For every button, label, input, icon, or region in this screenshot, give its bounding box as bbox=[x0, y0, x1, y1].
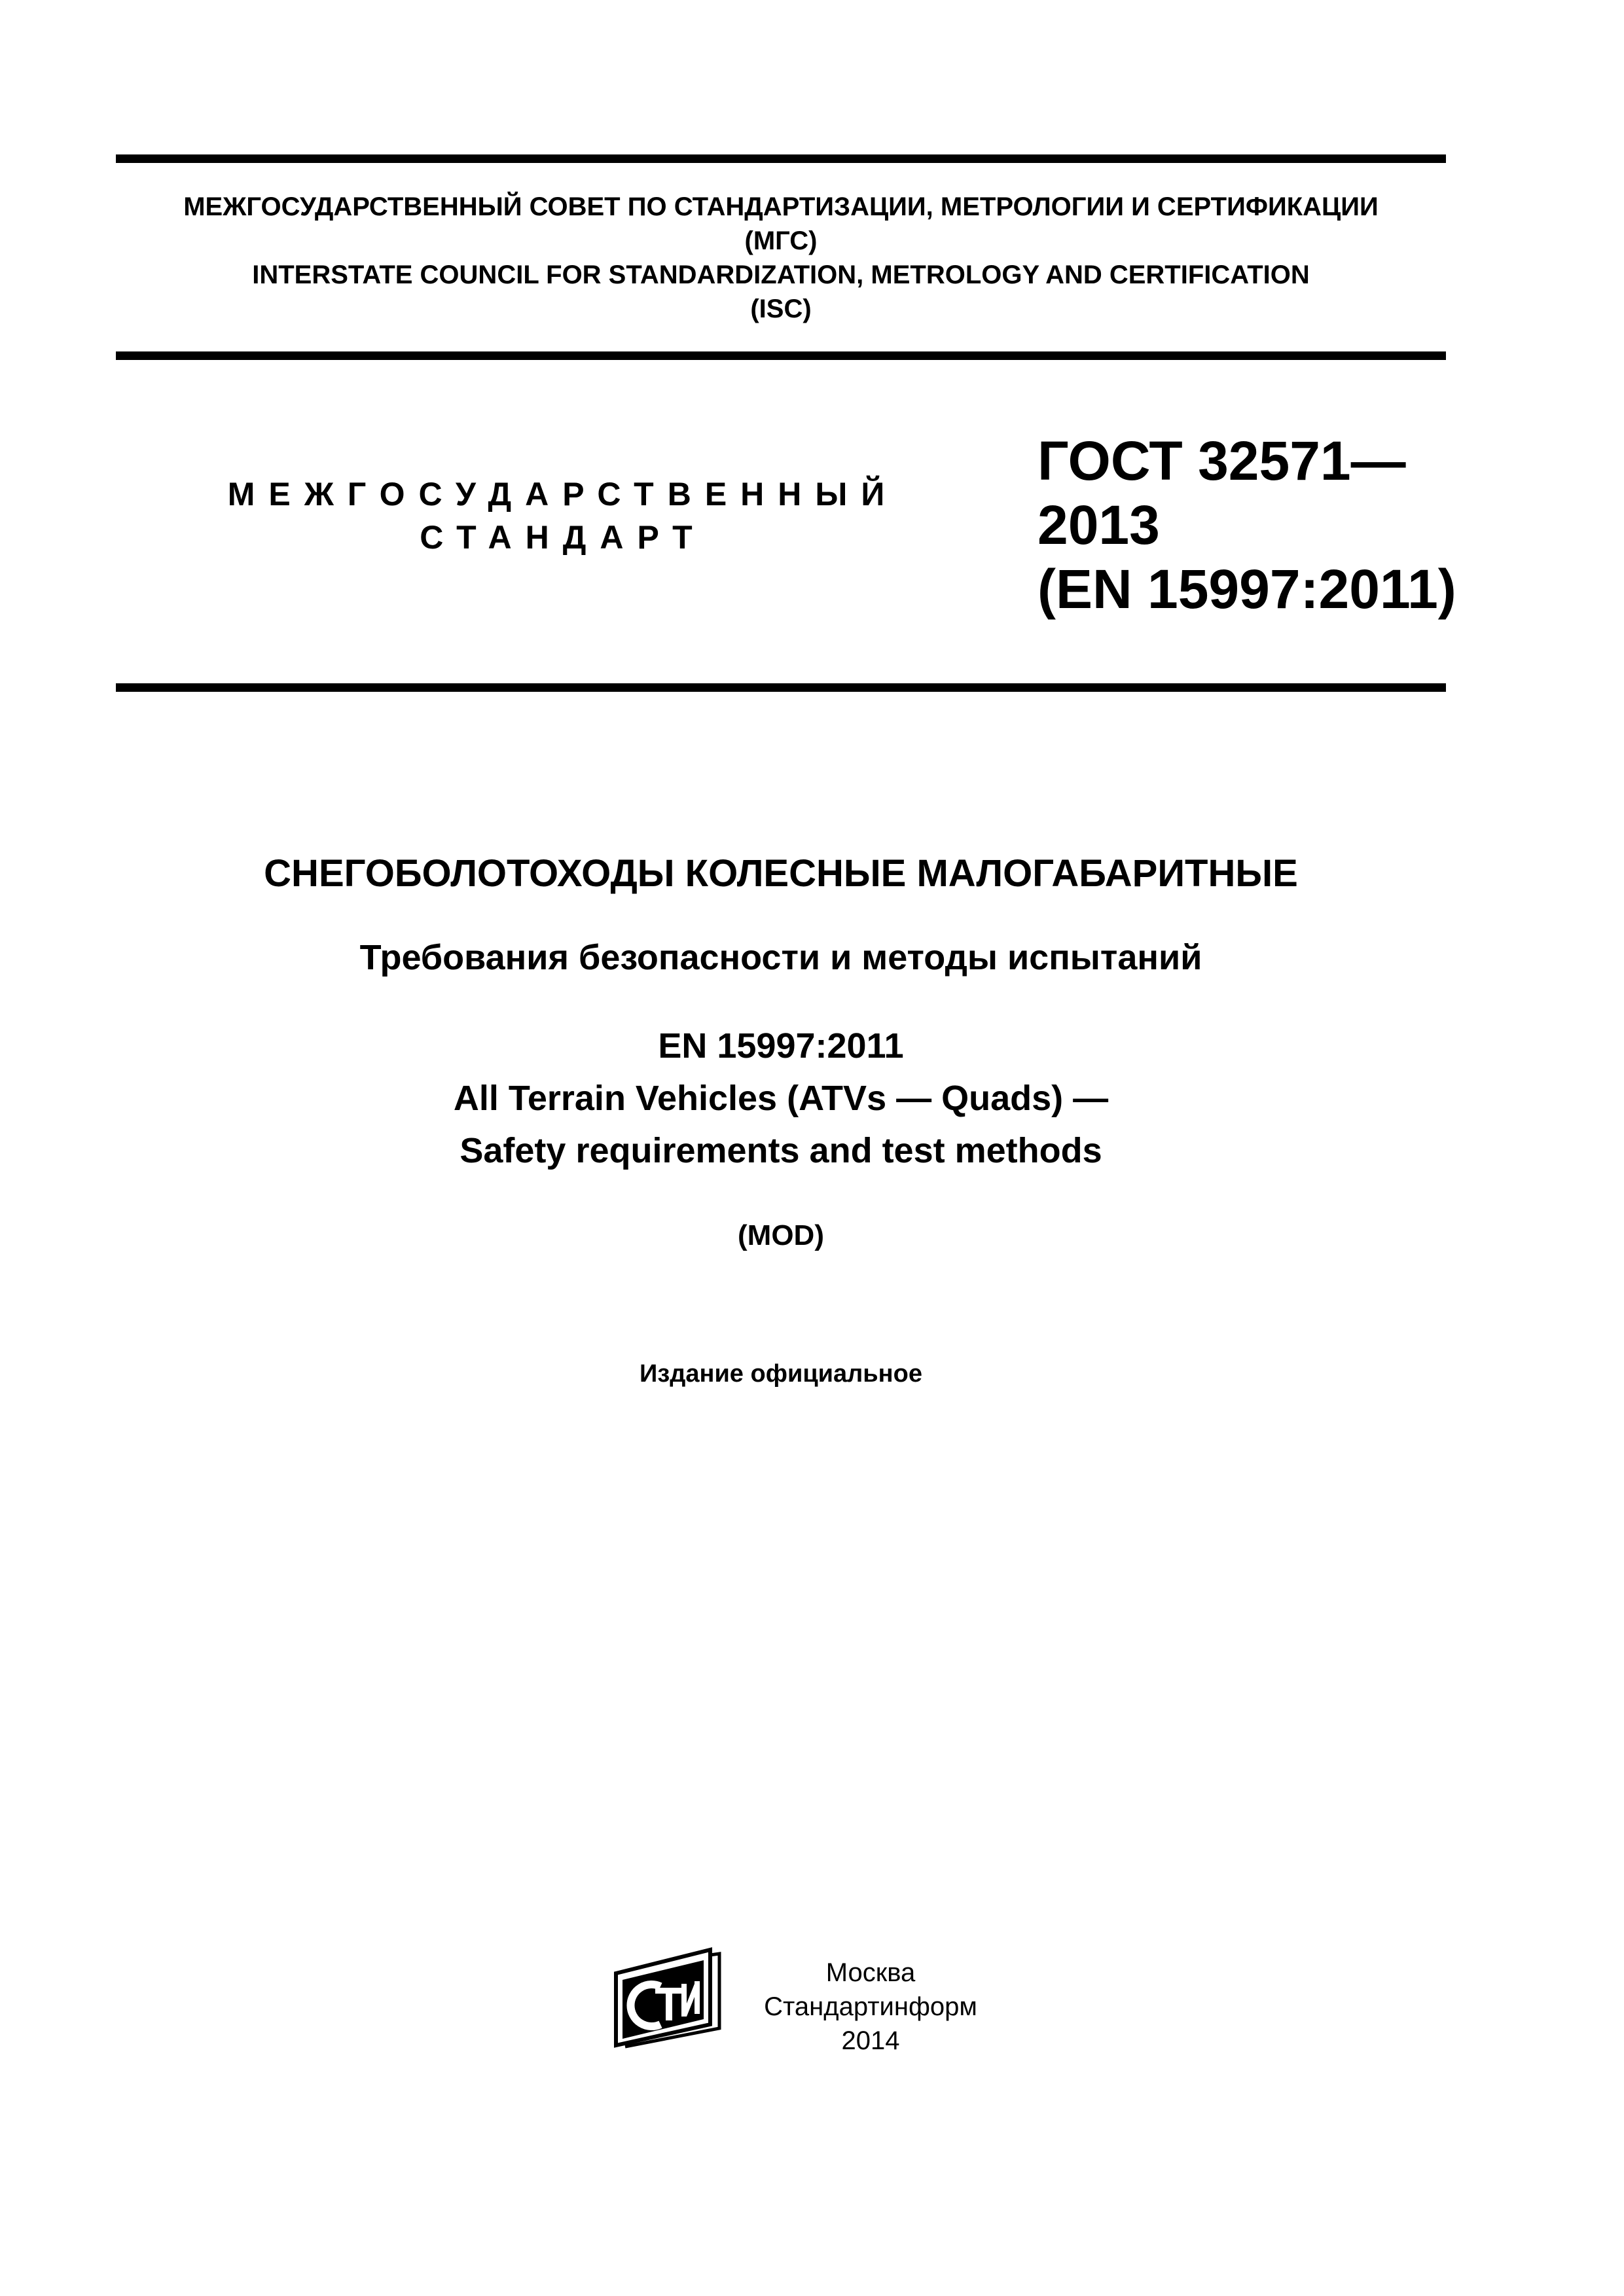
english-standard-code: EN 15997:2011 bbox=[658, 1026, 904, 1066]
designation-equivalent: (EN 15997:2011) bbox=[1038, 558, 1456, 620]
publisher-city: Москва bbox=[825, 1958, 916, 1987]
council-abbr-en: (ISC) bbox=[750, 295, 812, 323]
standard-kind-line1: МЕЖГОСУДАРСТВЕННЫЙ bbox=[227, 476, 899, 512]
english-title-line2: Safety requirements and test methods bbox=[460, 1131, 1102, 1170]
council-name-en: INTERSTATE COUNCIL FOR STANDARDIZATION, METROLOGY AND CERTIFICATION bbox=[252, 260, 1310, 289]
standard-kind bbox=[196, 473, 929, 559]
council-name-ru: МЕЖГОСУДАРСТВЕННЫЙ СОВЕТ ПО СТАНДАРТИЗАЦИИ, МЕТРОЛОГИИ И СЕРТИФИКАЦИИ bbox=[183, 192, 1379, 221]
edition-note: Издание официальное bbox=[640, 1360, 922, 1388]
standartinform-logo-icon bbox=[612, 1947, 723, 2049]
english-title-line1: All Terrain Vehicles (ATVs — Quads) — bbox=[453, 1079, 1109, 1118]
council-header bbox=[116, 190, 1446, 326]
designation-number: ГОСТ 32571— bbox=[1038, 430, 1406, 492]
document-title: СНЕГОБОЛОТОХОДЫ КОЛЕСНЫЕ МАЛОГАБАРИТНЫЕ bbox=[264, 852, 1298, 895]
modification-mark: (MOD) bbox=[738, 1219, 824, 1251]
publisher-block bbox=[746, 1956, 995, 2058]
top-divider bbox=[116, 154, 1446, 163]
english-title bbox=[116, 1020, 1446, 1177]
designation-year: 2013 bbox=[1038, 494, 1160, 556]
header-divider bbox=[116, 351, 1446, 360]
standard-designation bbox=[1038, 429, 1456, 621]
publisher-name: Стандартинформ bbox=[764, 1992, 977, 2021]
standard-kind-line2: СТАНДАРТ bbox=[420, 519, 706, 556]
publication-year: 2014 bbox=[841, 2026, 900, 2055]
document-subtitle: Требования безопасности и методы испытаний bbox=[359, 938, 1202, 977]
designation-divider bbox=[116, 683, 1446, 692]
council-abbr-ru: (МГС) bbox=[744, 226, 818, 255]
